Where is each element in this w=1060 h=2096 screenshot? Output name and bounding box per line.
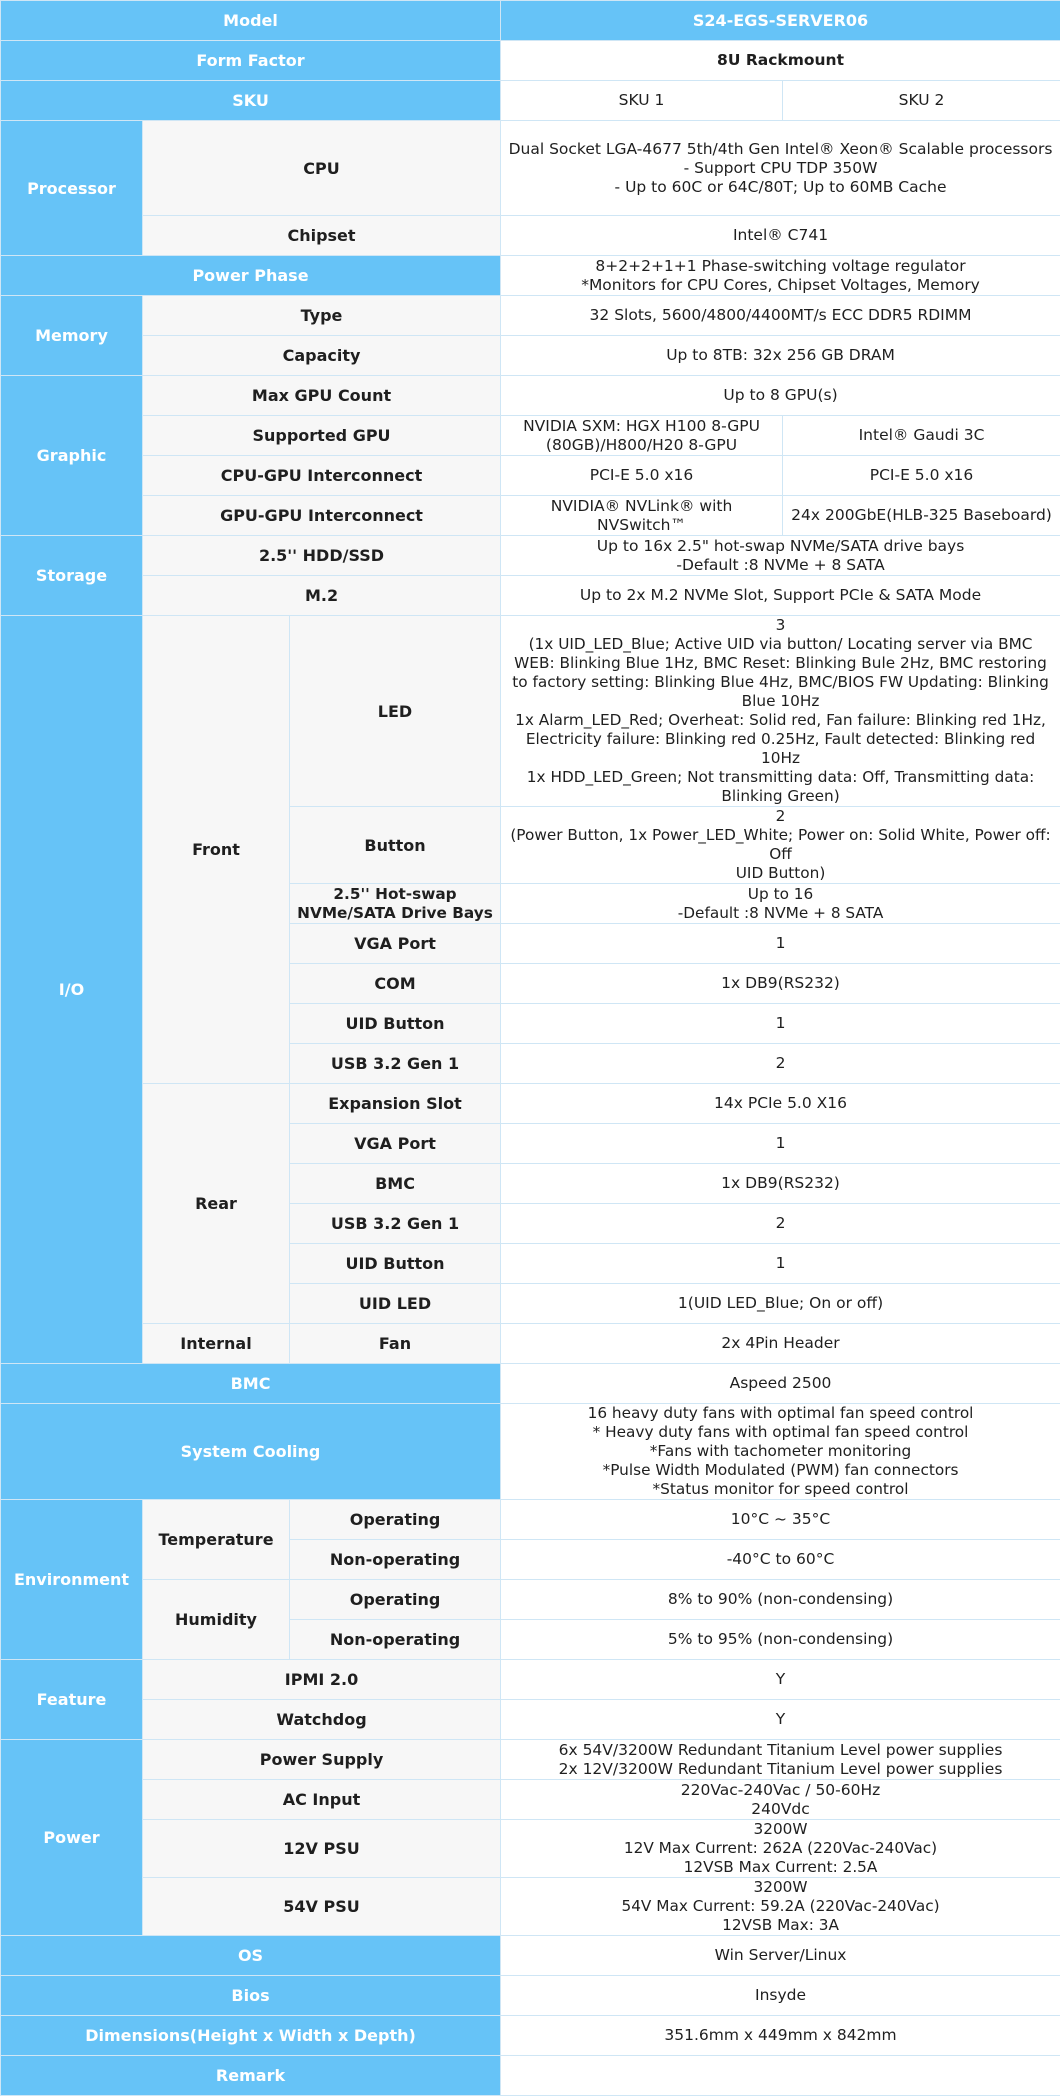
supported-gpu-label: Supported GPU — [143, 416, 501, 456]
row-ipmi — [1, 1660, 1060, 1700]
watchdog-label: Watchdog — [143, 1700, 501, 1740]
row-model — [1, 1, 1060, 41]
gpu-gpu-sku1: NVIDIA® NVLink® with NVSwitch™ — [501, 496, 783, 536]
memory-type-value: 32 Slots, 5600/4800/4400MT/s ECC DDR5 RDIMM — [501, 296, 1060, 336]
m2-value: Up to 2x M.2 NVMe Slot, Support PCIe & SATA Mode — [501, 576, 1060, 616]
humidity-label: Humidity — [143, 1580, 290, 1660]
io-rear-label: Rear — [143, 1084, 290, 1324]
io-drive-bays-value: Up to 16 -Default :8 NVMe + 8 SATA — [501, 884, 1060, 924]
ipmi-value: Y — [501, 1660, 1060, 1700]
row-psu54 — [1, 1878, 1060, 1936]
io-front-usb-label: USB 3.2 Gen 1 — [290, 1044, 501, 1084]
row-hum-operating — [1, 1580, 1060, 1620]
row-temp-operating — [1, 1500, 1060, 1540]
row-io-led — [1, 616, 1060, 807]
max-gpu-label: Max GPU Count — [143, 376, 501, 416]
row-power-supply — [1, 1740, 1060, 1780]
io-expansion-value: 14x PCIe 5.0 X16 — [501, 1084, 1060, 1124]
supported-gpu-sku2: Intel® Gaudi 3C — [783, 416, 1060, 456]
io-rear-vga-value: 1 — [501, 1124, 1060, 1164]
psu54-value: 3200W 54V Max Current: 59.2A (220Vac-240Vac) 12VSB Max: 3A — [501, 1878, 1060, 1936]
row-io-internal-fan — [1, 1324, 1060, 1364]
processor-label: Processor — [1, 121, 143, 256]
power-phase-value: 8+2+2+1+1 Phase-switching voltage regulator *Monitors for CPU Cores, Chipset Voltages, Memory — [501, 256, 1060, 296]
row-max-gpu — [1, 376, 1060, 416]
io-rear-uid-led-label: UID LED — [290, 1284, 501, 1324]
io-rear-vga-label: VGA Port — [290, 1124, 501, 1164]
row-memory-capacity — [1, 336, 1060, 376]
bmc-label: BMC — [1, 1364, 501, 1404]
hdd-value: Up to 16x 2.5" hot-swap NVMe/SATA drive bays -Default :8 NVMe + 8 SATA — [501, 536, 1060, 576]
psu54-label: 54V PSU — [143, 1878, 501, 1936]
hum-operating-value: 8% to 90% (non-condensing) — [501, 1580, 1060, 1620]
io-front-usb-value: 2 — [501, 1044, 1060, 1084]
row-watchdog — [1, 1700, 1060, 1740]
temperature-label: Temperature — [143, 1500, 290, 1580]
chipset-value: Intel® C741 — [501, 216, 1060, 256]
row-dimensions — [1, 2016, 1060, 2056]
io-rear-uid-button-value: 1 — [501, 1244, 1060, 1284]
row-cooling — [1, 1404, 1060, 1500]
memory-capacity-value: Up to 8TB: 32x 256 GB DRAM — [501, 336, 1060, 376]
row-bios — [1, 1976, 1060, 2016]
sku2-value: SKU 2 — [783, 81, 1060, 121]
row-bmc — [1, 1364, 1060, 1404]
supported-gpu-sku1: NVIDIA SXM: HGX H100 8-GPU (80GB)/H800/H20 8-GPU — [501, 416, 783, 456]
os-label: OS — [1, 1936, 501, 1976]
io-rear-usb-label: USB 3.2 Gen 1 — [290, 1204, 501, 1244]
form-factor-label: Form Factor — [1, 41, 501, 81]
cooling-label: System Cooling — [1, 1404, 501, 1500]
temp-non-operating-value: -40°C to 60°C — [501, 1540, 1060, 1580]
sku-label: SKU — [1, 81, 501, 121]
environment-label: Environment — [1, 1500, 143, 1660]
row-m2 — [1, 576, 1060, 616]
ipmi-label: IPMI 2.0 — [143, 1660, 501, 1700]
sku1-value: SKU 1 — [501, 81, 783, 121]
io-front-label: Front — [143, 616, 290, 1084]
bios-label: Bios — [1, 1976, 501, 2016]
io-front-vga-value: 1 — [501, 924, 1060, 964]
storage-label: Storage — [1, 536, 143, 616]
temp-non-operating-label: Non-operating — [290, 1540, 501, 1580]
io-button-label: Button — [290, 807, 501, 884]
io-fan-label: Fan — [290, 1324, 501, 1364]
row-hdd — [1, 536, 1060, 576]
dimensions-value: 351.6mm x 449mm x 842mm — [501, 2016, 1060, 2056]
io-rear-uid-button-label: UID Button — [290, 1244, 501, 1284]
gpu-gpu-label: GPU-GPU Interconnect — [143, 496, 501, 536]
chipset-label: Chipset — [143, 216, 501, 256]
psu12-label: 12V PSU — [143, 1820, 501, 1878]
cpu-gpu-sku1: PCI-E 5.0 x16 — [501, 456, 783, 496]
remark-value — [501, 2056, 1060, 2096]
dimensions-label: Dimensions(Height x Width x Depth) — [1, 2016, 501, 2056]
io-rear-bmc-value: 1x DB9(RS232) — [501, 1164, 1060, 1204]
power-phase-label: Power Phase — [1, 256, 501, 296]
io-front-uid-value: 1 — [501, 1004, 1060, 1044]
row-power-phase — [1, 256, 1060, 296]
row-form-factor — [1, 41, 1060, 81]
temp-operating-label: Operating — [290, 1500, 501, 1540]
psu12-value: 3200W 12V Max Current: 262A (220Vac-240Vac) 12VSB Max Current: 2.5A — [501, 1820, 1060, 1878]
row-cpu — [1, 121, 1060, 216]
power-label: Power — [1, 1740, 143, 1936]
io-led-value: 3 (1x UID_LED_Blue; Active UID via button/ Locating server via BMC WEB: Blinking Blue 1Hz, BMC Reset: Blinking Bule 2Hz, BMC restoring to factory setting: Blinking Blue 4Hz, BMC/BIOS FW Updating: Blinking Blue 10Hz 1x Alarm_LED_Red; Overheat: Solid red, Fan failure: Blinking red 1Hz, Electricity failure: Blinking red 0.25Hz, Fault detected: Blinking red 10Hz 1x HDD_LED_Green; Not transmitting data: Off, Transmitting data: Blinking Green) — [501, 616, 1060, 807]
feature-label: Feature — [1, 1660, 143, 1740]
model-label: Model — [1, 1, 501, 41]
row-os — [1, 1936, 1060, 1976]
model-value: S24-EGS-SERVER06 — [501, 1, 1060, 41]
hum-non-operating-value: 5% to 95% (non-condensing) — [501, 1620, 1060, 1660]
io-com-value: 1x DB9(RS232) — [501, 964, 1060, 1004]
remark-label: Remark — [1, 2056, 501, 2096]
io-button-value: 2 (Power Button, 1x Power_LED_White; Power on: Solid White, Power off: Off UID Button) — [501, 807, 1060, 884]
watchdog-value: Y — [501, 1700, 1060, 1740]
bios-value: Insyde — [501, 1976, 1060, 2016]
io-led-label: LED — [290, 616, 501, 807]
io-front-vga-label: VGA Port — [290, 924, 501, 964]
row-cpu-gpu — [1, 456, 1060, 496]
io-label: I/O — [1, 616, 143, 1364]
row-memory-type — [1, 296, 1060, 336]
memory-type-label: Type — [143, 296, 501, 336]
m2-label: M.2 — [143, 576, 501, 616]
row-sku — [1, 81, 1060, 121]
ac-input-label: AC Input — [143, 1780, 501, 1820]
memory-label: Memory — [1, 296, 143, 376]
io-fan-value: 2x 4Pin Header — [501, 1324, 1060, 1364]
cooling-value: 16 heavy duty fans with optimal fan speed control * Heavy duty fans with optimal fan speed control *Fans with tachometer monitoring *Pulse Width Modulated (PWM) fan connectors *Status monitor for speed control — [501, 1404, 1060, 1500]
row-io-expansion — [1, 1084, 1060, 1124]
max-gpu-value: Up to 8 GPU(s) — [501, 376, 1060, 416]
power-supply-value: 6x 54V/3200W Redundant Titanium Level power supplies 2x 12V/3200W Redundant Titanium Level power supplies — [501, 1740, 1060, 1780]
row-remark — [1, 2056, 1060, 2096]
power-supply-label: Power Supply — [143, 1740, 501, 1780]
os-value: Win Server/Linux — [501, 1936, 1060, 1976]
io-rear-usb-value: 2 — [501, 1204, 1060, 1244]
row-supported-gpu — [1, 416, 1060, 456]
bmc-value: Aspeed 2500 — [501, 1364, 1060, 1404]
io-internal-label: Internal — [143, 1324, 290, 1364]
cpu-gpu-label: CPU-GPU Interconnect — [143, 456, 501, 496]
hum-operating-label: Operating — [290, 1580, 501, 1620]
io-drive-bays-label: 2.5'' Hot-swap NVMe/SATA Drive Bays — [290, 884, 501, 924]
ac-input-value: 220Vac-240Vac / 50-60Hz 240Vdc — [501, 1780, 1060, 1820]
io-expansion-label: Expansion Slot — [290, 1084, 501, 1124]
io-rear-bmc-label: BMC — [290, 1164, 501, 1204]
hdd-label: 2.5'' HDD/SSD — [143, 536, 501, 576]
io-com-label: COM — [290, 964, 501, 1004]
temp-operating-value: 10°C ~ 35°C — [501, 1500, 1060, 1540]
row-psu12 — [1, 1820, 1060, 1878]
memory-capacity-label: Capacity — [143, 336, 501, 376]
row-ac-input — [1, 1780, 1060, 1820]
cpu-value: Dual Socket LGA-4677 5th/4th Gen Intel® Xeon® Scalable processors - Support CPU TDP 350W - Up to 60C or 64C/80T; Up to 60MB Cache — [501, 121, 1060, 216]
io-front-uid-label: UID Button — [290, 1004, 501, 1044]
row-gpu-gpu — [1, 496, 1060, 536]
cpu-label: CPU — [143, 121, 501, 216]
graphic-label: Graphic — [1, 376, 143, 536]
gpu-gpu-sku2: 24x 200GbE(HLB-325 Baseboard) — [783, 496, 1060, 536]
hum-non-operating-label: Non-operating — [290, 1620, 501, 1660]
cpu-gpu-sku2: PCI-E 5.0 x16 — [783, 456, 1060, 496]
io-rear-uid-led-value: 1(UID LED_Blue; On or off) — [501, 1284, 1060, 1324]
form-factor-value: 8U Rackmount — [501, 41, 1060, 81]
row-chipset — [1, 216, 1060, 256]
